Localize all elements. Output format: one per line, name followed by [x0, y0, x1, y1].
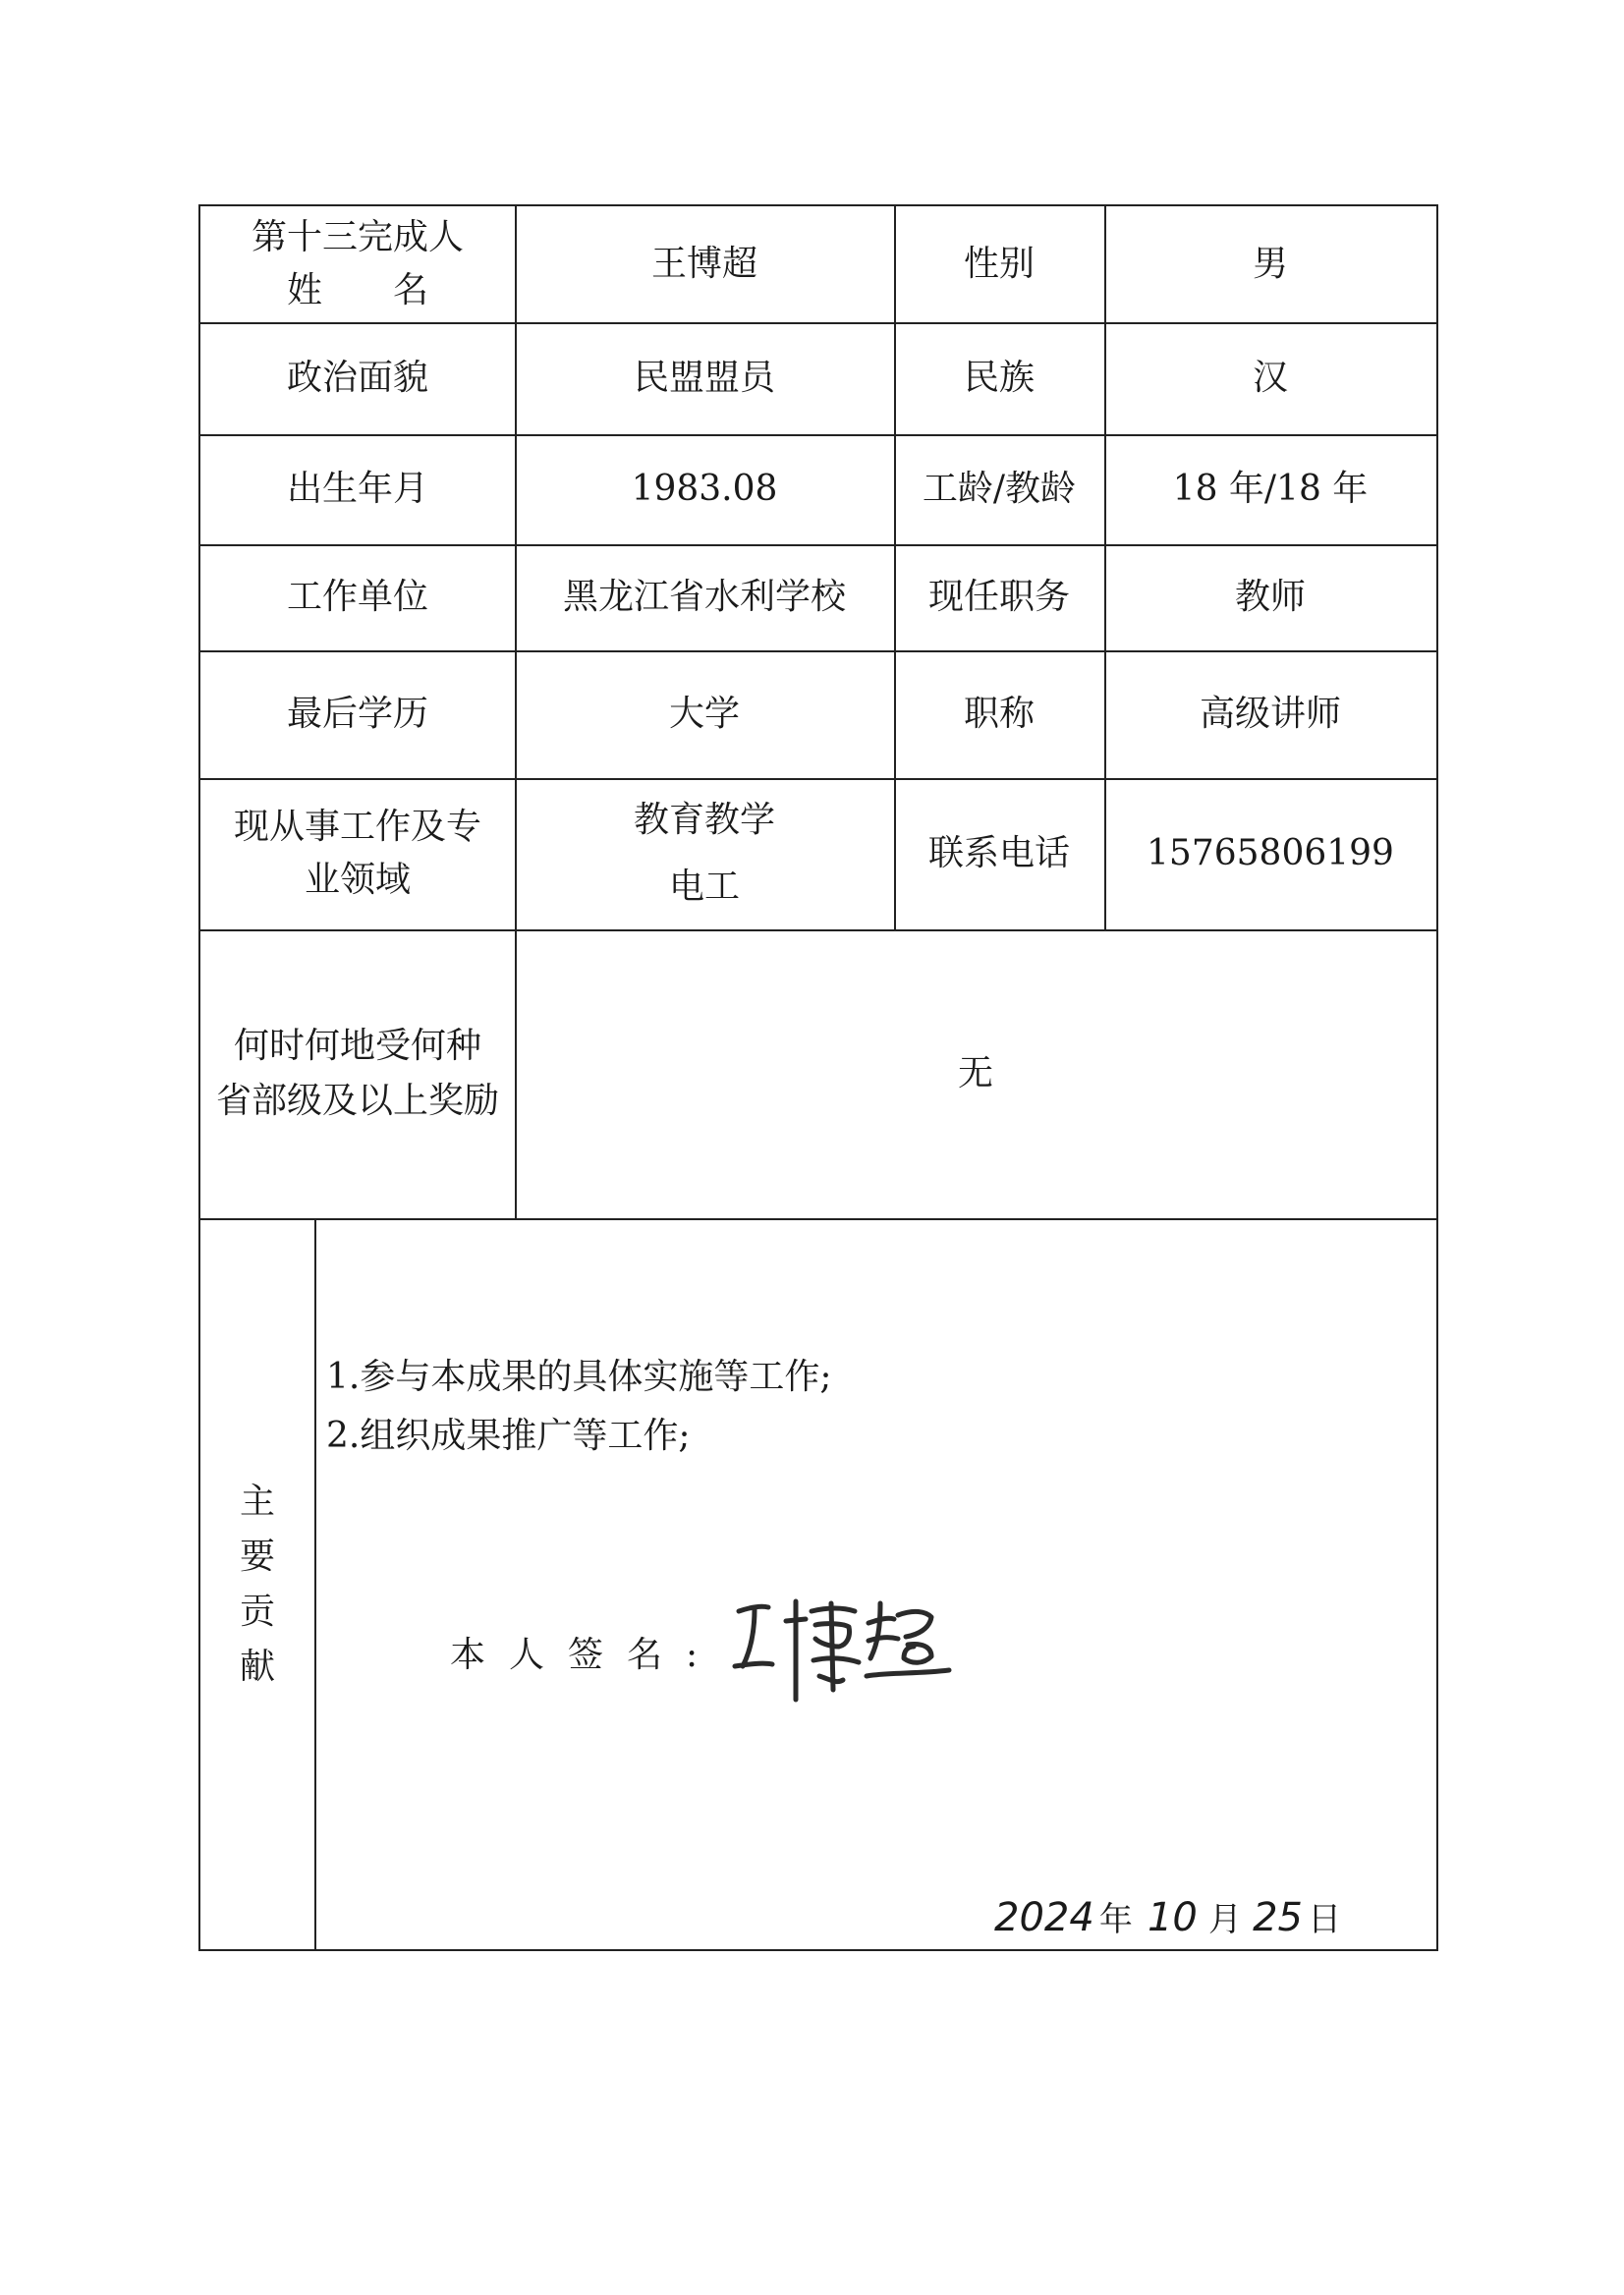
work-years-value: 18 年/18 年 [1172, 469, 1369, 509]
name-value: 王博超 [650, 244, 757, 284]
position-value: 教师 [1234, 577, 1306, 617]
title-label: 职称 [963, 694, 1035, 734]
info-form-table [198, 204, 1438, 1951]
awards-label-line1: 何时何地受何种 [233, 1026, 481, 1066]
field-label-line1: 现从事工作及专 [233, 807, 481, 847]
workplace-value: 黑龙江省水利学校 [562, 577, 846, 617]
work-years-label: 工龄/教龄 [922, 469, 1077, 509]
gender-label: 性别 [963, 244, 1035, 284]
date-month-unit: 月 [1207, 1900, 1242, 1939]
field-label [200, 778, 515, 929]
completer-rank-text: 第十三完成人 [251, 217, 464, 257]
date-year-unit: 年 [1098, 1900, 1133, 1939]
signature-date [994, 1892, 1341, 1940]
title-value: 高级讲师 [1199, 694, 1341, 734]
contribution-item: 1.参与本成果的具体实施等工作; [326, 1357, 832, 1397]
signature-strokes [721, 1582, 957, 1709]
contribution-char: 贡 [239, 1592, 275, 1632]
field-value-line2: 电工 [668, 867, 740, 907]
contribution-char: 献 [239, 1647, 275, 1687]
birth-date-label: 出生年月 [286, 469, 428, 509]
handwritten-signature [721, 1582, 957, 1709]
political-status-label: 政治面貌 [286, 358, 428, 398]
position-label: 现任职务 [927, 577, 1070, 617]
field-value [515, 778, 894, 929]
row-divider [200, 1218, 1436, 1220]
workplace-label: 工作单位 [286, 577, 428, 617]
contribution-item: 2.组织成果推广等工作; [326, 1416, 691, 1456]
contribution-char: 要 [239, 1537, 275, 1577]
contribution-char: 主 [239, 1482, 275, 1522]
gender-value: 男 [1252, 244, 1288, 284]
ethnicity-value: 汉 [1252, 358, 1288, 398]
phone-value: 15765806199 [1147, 833, 1394, 873]
date-month: 10 [1147, 1895, 1198, 1940]
signature-label: 本人签名: [450, 1635, 722, 1675]
name-label-text: 姓 名 [286, 270, 428, 310]
political-status-value: 民盟盟员 [633, 358, 775, 398]
birth-date-value: 1983.08 [631, 469, 778, 509]
date-day: 25 [1253, 1895, 1303, 1940]
phone-label: 联系电话 [927, 833, 1070, 873]
awards-label-line2: 省部级及以上奖励 [215, 1081, 499, 1121]
awards-label [200, 929, 515, 1218]
main-contribution-label [200, 1218, 314, 1951]
field-label-line2: 业领域 [304, 860, 411, 900]
column-divider [314, 1218, 316, 1951]
date-day-unit: 日 [1308, 1900, 1342, 1939]
awards-value: 无 [957, 1053, 993, 1093]
education-value: 大学 [668, 694, 740, 734]
field-value-line1: 教育教学 [633, 800, 775, 840]
completer-name-label [200, 206, 515, 322]
education-label: 最后学历 [286, 694, 428, 734]
ethnicity-label: 民族 [963, 358, 1035, 398]
date-year: 2024 [994, 1895, 1094, 1940]
